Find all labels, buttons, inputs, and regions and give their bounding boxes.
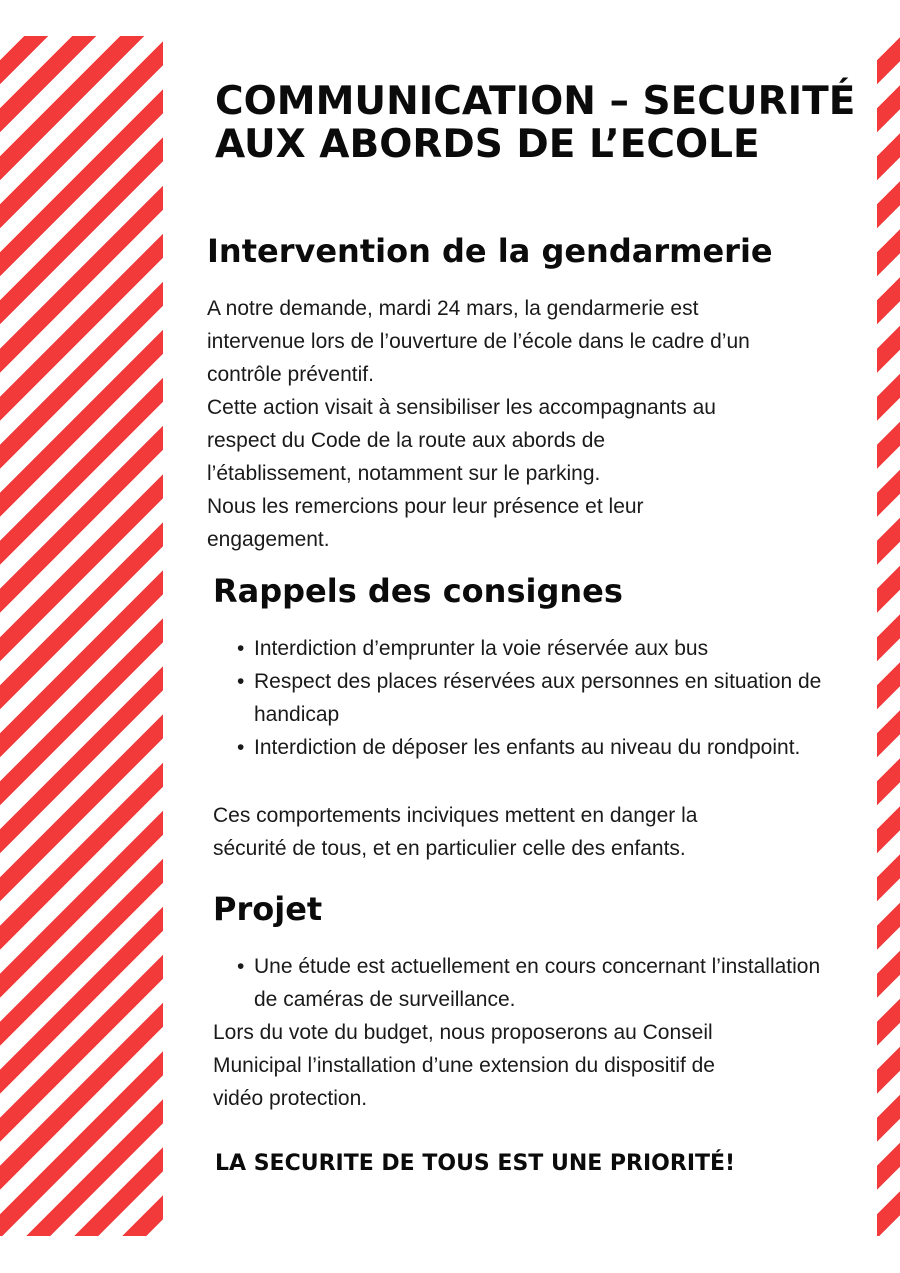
- list-item: • Interdiction d’emprunter la voie réservée aux bus: [213, 632, 833, 665]
- projet-list: [213, 950, 833, 1016]
- bullet-icon: •: [237, 736, 245, 759]
- bullet-icon: •: [237, 670, 245, 693]
- text-line: vidéo protection.: [213, 1087, 368, 1110]
- list-item: • Respect des places réservées aux personnes en situation de handicap: [213, 665, 833, 731]
- intervention-paragraph: [207, 292, 867, 556]
- list-item: • Une étude est actuellement en cours concernant l’installation de caméras de surveillance.: [213, 950, 833, 1016]
- list-item: • Interdiction de déposer les enfants au niveau du rondpoint.: [213, 731, 833, 764]
- text-line: Nous les remercions pour leur présence et leur: [207, 495, 644, 518]
- text-line: Cette action visait à sensibiliser les accompagnants au: [207, 396, 716, 419]
- section-heading-rappels: Rappels des consignes: [213, 572, 623, 610]
- section-heading-intervention: Intervention de la gendarmerie: [207, 232, 773, 270]
- bullet-icon: •: [237, 637, 245, 660]
- closing-statement: LA SECURITE DE TOUS EST UNE PRIORITÉ!: [215, 1151, 736, 1176]
- rappels-list: [213, 632, 833, 764]
- section-heading-projet: Projet: [213, 890, 323, 928]
- text-line: contrôle préventif.: [207, 363, 374, 386]
- rappels-paragraph: [213, 799, 863, 865]
- text-line: Lors du vote du budget, nous proposerons au Conseil: [213, 1021, 713, 1044]
- text-line: Ces comportements inciviques mettent en danger la: [213, 804, 698, 827]
- left-warning-stripes: [0, 36, 163, 1236]
- text-line: intervenue lors de l’ouverture de l’école dans le cadre d’un: [207, 330, 750, 353]
- text-line: Municipal l’installation d’une extension du dispositif de: [213, 1054, 715, 1077]
- text-line: l’établissement, notamment sur le parking.: [207, 462, 601, 485]
- right-warning-stripes: [877, 36, 900, 1236]
- projet-paragraph: [213, 1016, 863, 1115]
- text-line: engagement.: [207, 528, 330, 551]
- bullet-icon: •: [237, 955, 245, 978]
- page-title: COMMUNICATION – SECURITÉ AUX ABORDS DE L’ECOLE: [215, 79, 856, 167]
- text-line: sécurité de tous, et en particulier celle des enfants.: [213, 837, 686, 860]
- text-line: A notre demande, mardi 24 mars, la gendarmerie est: [207, 297, 699, 320]
- text-line: respect du Code de la route aux abords de: [207, 429, 606, 452]
